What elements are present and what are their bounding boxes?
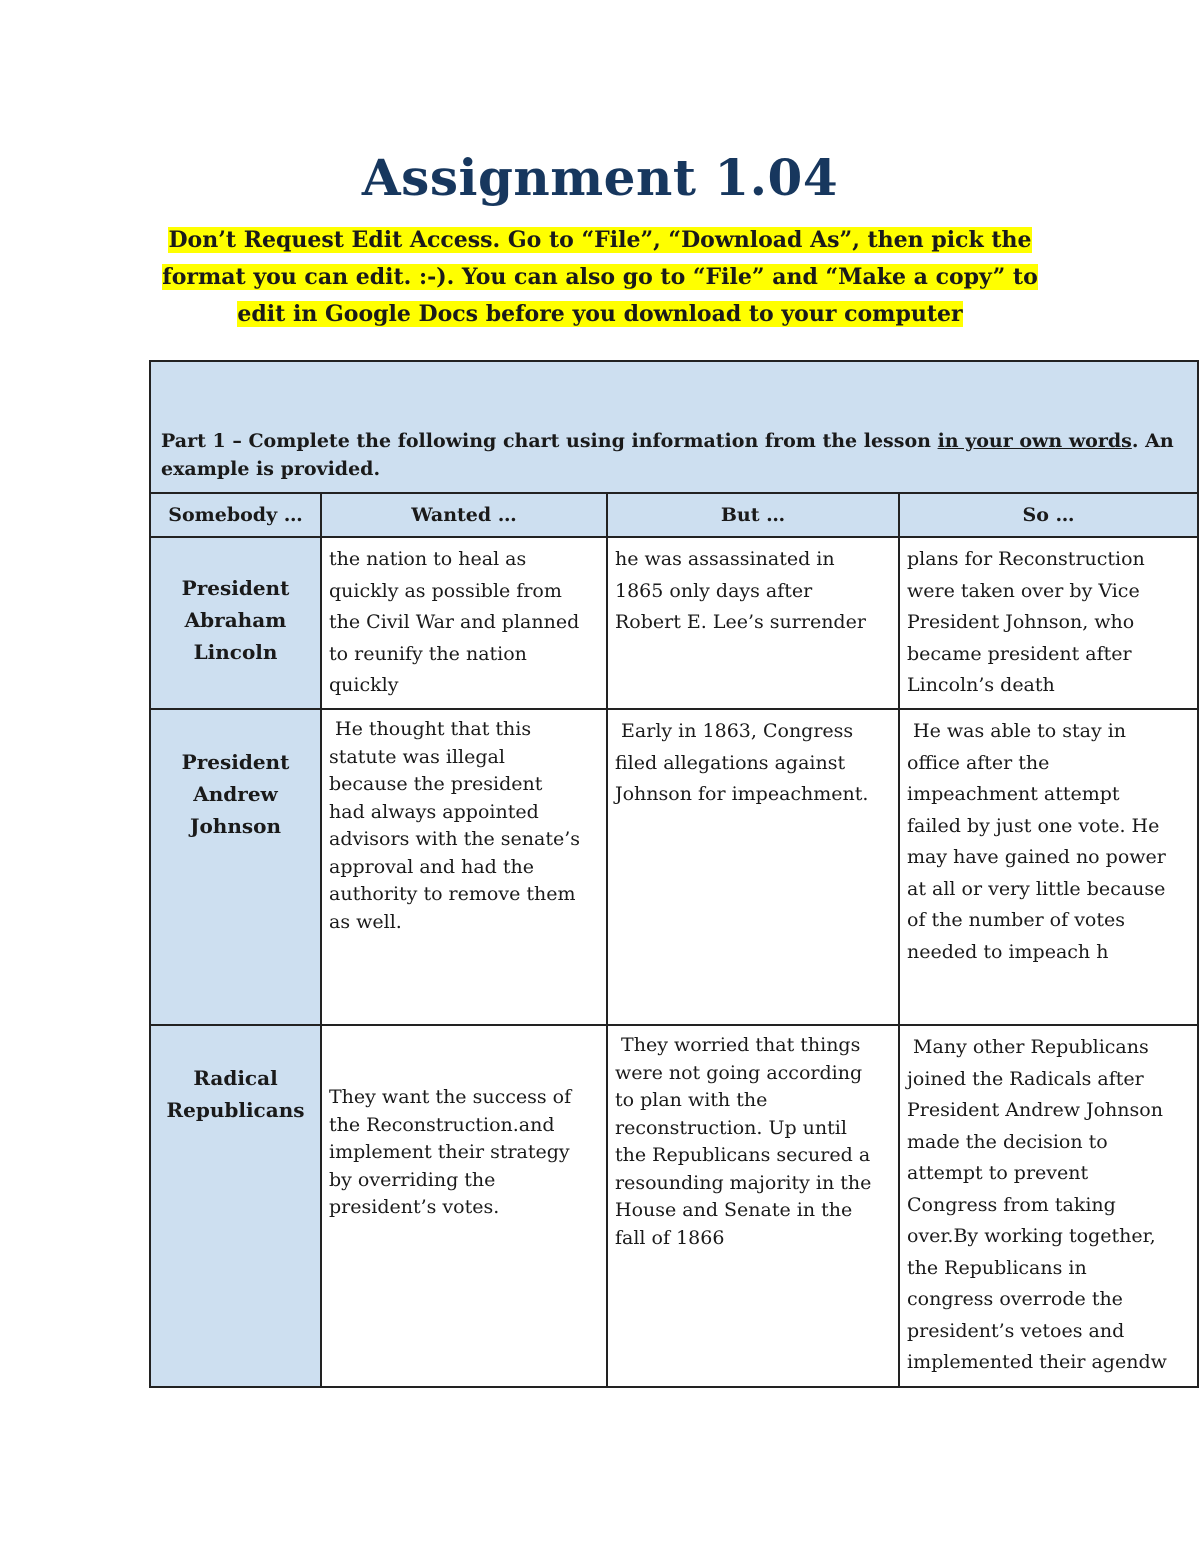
row-somebody: President Andrew Johnson (181, 750, 290, 838)
instructions-emphasis: in your own words (937, 430, 1132, 452)
edit-access-notice (150, 222, 1050, 333)
header-but: But … (607, 493, 899, 537)
table-row (150, 709, 1198, 1025)
notice-line-2: format you can edit. :-). You can also go to “File” and “Make a copy” to (162, 264, 1038, 290)
row-somebody-cell (150, 537, 321, 709)
row-but: They worried that things were not going according to plan with the reconstruction. Up until the Republicans secured a resounding majority in the House and Senate in the fall of 1866 (615, 1034, 872, 1249)
part-1-instructions (151, 371, 1197, 483)
row-wanted: the nation to heal as quickly as possible from the Civil War and planned to reunify the nation quickly (329, 548, 580, 696)
instructions-cell (150, 361, 1198, 493)
row-wanted-cell[interactable] (321, 1025, 607, 1387)
row-but: Early in 1863, Congress filed allegations against Johnson for impeachment. (615, 720, 869, 805)
row-so-cell[interactable] (899, 709, 1198, 1025)
table-row (150, 537, 1198, 709)
row-but-cell[interactable] (607, 1025, 899, 1387)
row-so: plans for Reconstruction were taken over by Vice President Johnson, who became president after Lincoln’s death (907, 548, 1145, 696)
row-but-cell[interactable] (607, 709, 899, 1025)
row-but: he was assassinated in 1865 only days after Robert E. Lee’s surrender (615, 548, 866, 633)
somebody-wanted-but-so-chart (149, 360, 1199, 1388)
header-row (150, 493, 1198, 537)
row-wanted: He thought that this statute was illegal because the president had always appointed advisors with the senate’s approval and had the authority to remove them as well. (329, 718, 580, 933)
header-so: So … (899, 493, 1198, 537)
row-but-cell[interactable] (607, 537, 899, 709)
row-wanted: They want the success of the Reconstruction.and implement their strategy by overriding the president’s votes. (329, 1086, 572, 1218)
row-so: Many other Republicans joined the Radicals after President Andrew Johnson made the decision to attempt to prevent Congress from taking over.By working together, the Republicans in congress overrode the president’s vetoes and implemented their agendw (907, 1036, 1167, 1373)
instructions-text-end: . An example is provided. (161, 430, 1174, 480)
table-row (150, 1025, 1198, 1387)
instructions-text: Part 1 – Complete the following chart using information from the lesson (161, 430, 938, 452)
row-somebody: President Abraham Lincoln (181, 576, 290, 664)
row-somebody: Radical Republicans (166, 1066, 305, 1122)
row-so-cell[interactable] (899, 537, 1198, 709)
row-so: He was able to stay in office after the impeachment attempt failed by just one vote. He may have gained no power at all or very little because of the number of votes needed to impeach h (907, 720, 1166, 963)
notice-line-3: edit in Google Docs before you download to your computer (237, 301, 963, 327)
row-wanted-cell[interactable] (321, 537, 607, 709)
instructions-row (150, 361, 1198, 493)
row-somebody-cell (150, 1025, 321, 1387)
row-somebody-cell (150, 709, 321, 1025)
page-title: Assignment 1.04 (361, 148, 839, 207)
header-somebody: Somebody … (150, 493, 321, 537)
row-so-cell[interactable] (899, 1025, 1198, 1387)
notice-line-1: Don’t Request Edit Access. Go to “File”, “Download As”, then pick the (168, 227, 1032, 253)
row-wanted-cell[interactable] (321, 709, 607, 1025)
header-wanted: Wanted … (321, 493, 607, 537)
